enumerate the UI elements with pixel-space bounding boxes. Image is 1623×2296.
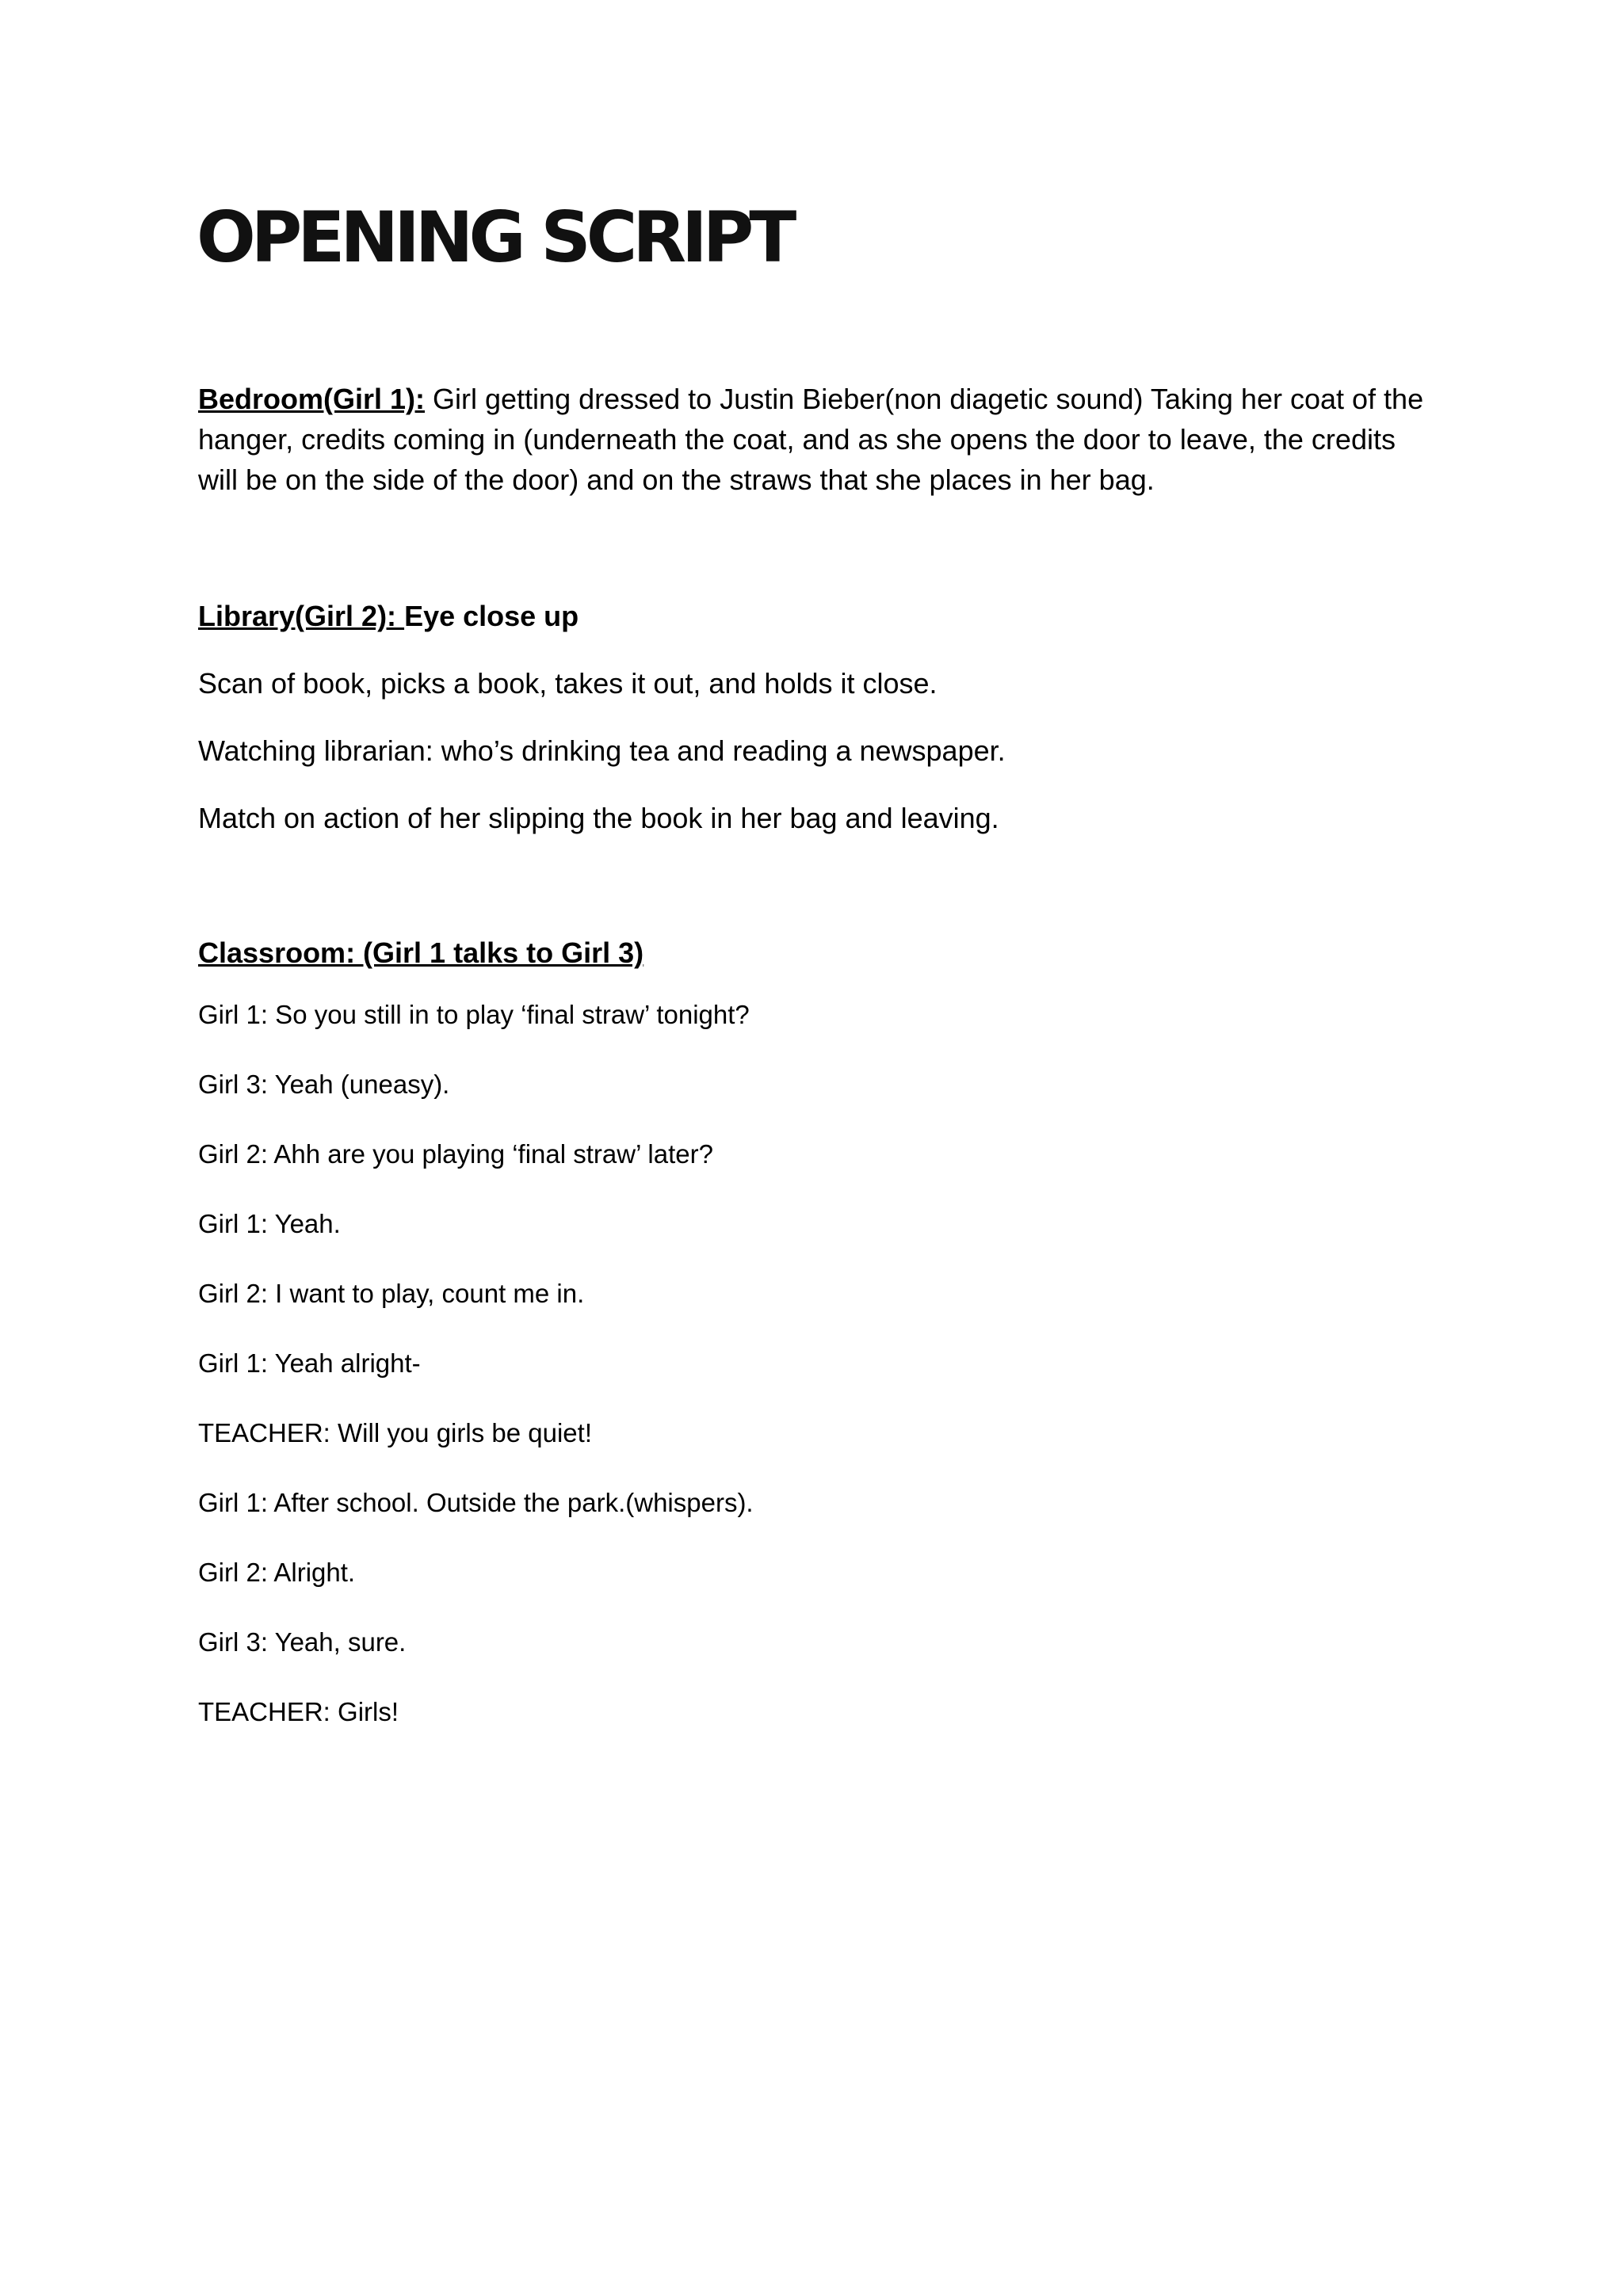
bedroom-heading: Bedroom(Girl 1): (198, 383, 426, 415)
library-line: Match on action of her slipping the book in her bag and leaving. (198, 802, 999, 834)
dialogue-line: Girl 1: So you still in to play ‘final straw’ tonight? (198, 1000, 750, 1029)
dialogue-line: Girl 2: Alright. (198, 1558, 356, 1587)
bedroom-paragraph (198, 379, 1434, 500)
dialogue-line: TEACHER: Girls! (198, 1697, 399, 1726)
bedroom-section (198, 379, 1434, 500)
dialogue-line: TEACHER: Will you girls be quiet! (198, 1418, 592, 1447)
dialogue-line: Girl 1: Yeah. (198, 1209, 341, 1238)
dialogue-line: Girl 1: After school. Outside the park.(whispers). (198, 1488, 754, 1517)
dialogue-list (198, 999, 1434, 1766)
page-title: OPENING SCRIPT (197, 196, 792, 278)
library-heading: Library(Girl 2): (198, 600, 405, 632)
library-section (198, 596, 1434, 865)
classroom-heading: Classroom: (Girl 1 talks to Girl 3) (198, 936, 644, 969)
bedroom-text: Girl getting dressed to Justin Bieber(non diagetic sound) Taking her coat of the hanger, credits coming in (underneath the coat, and as she opens the door to leave, the credits will be on the side of the door) and on the straws that she places in her bag. (198, 383, 1424, 496)
library-line: Watching librarian: who’s drinking tea and reading a newspaper. (198, 734, 1006, 767)
library-line: Scan of book, picks a book, takes it out, and holds it close. (198, 667, 938, 700)
dialogue-line: Girl 1: Yeah alright- (198, 1348, 421, 1378)
library-heading-tail: Eye close up (404, 600, 579, 632)
dialogue-line: Girl 3: Yeah, sure. (198, 1627, 407, 1657)
dialogue-line: Girl 2: Ahh are you playing ‘final straw’ later? (198, 1139, 713, 1169)
dialogue-line: Girl 2: I want to play, count me in. (198, 1279, 585, 1308)
classroom-section (198, 933, 1434, 1766)
library-heading-line (198, 596, 1434, 636)
dialogue-line: Girl 3: Yeah (uneasy). (198, 1070, 450, 1099)
